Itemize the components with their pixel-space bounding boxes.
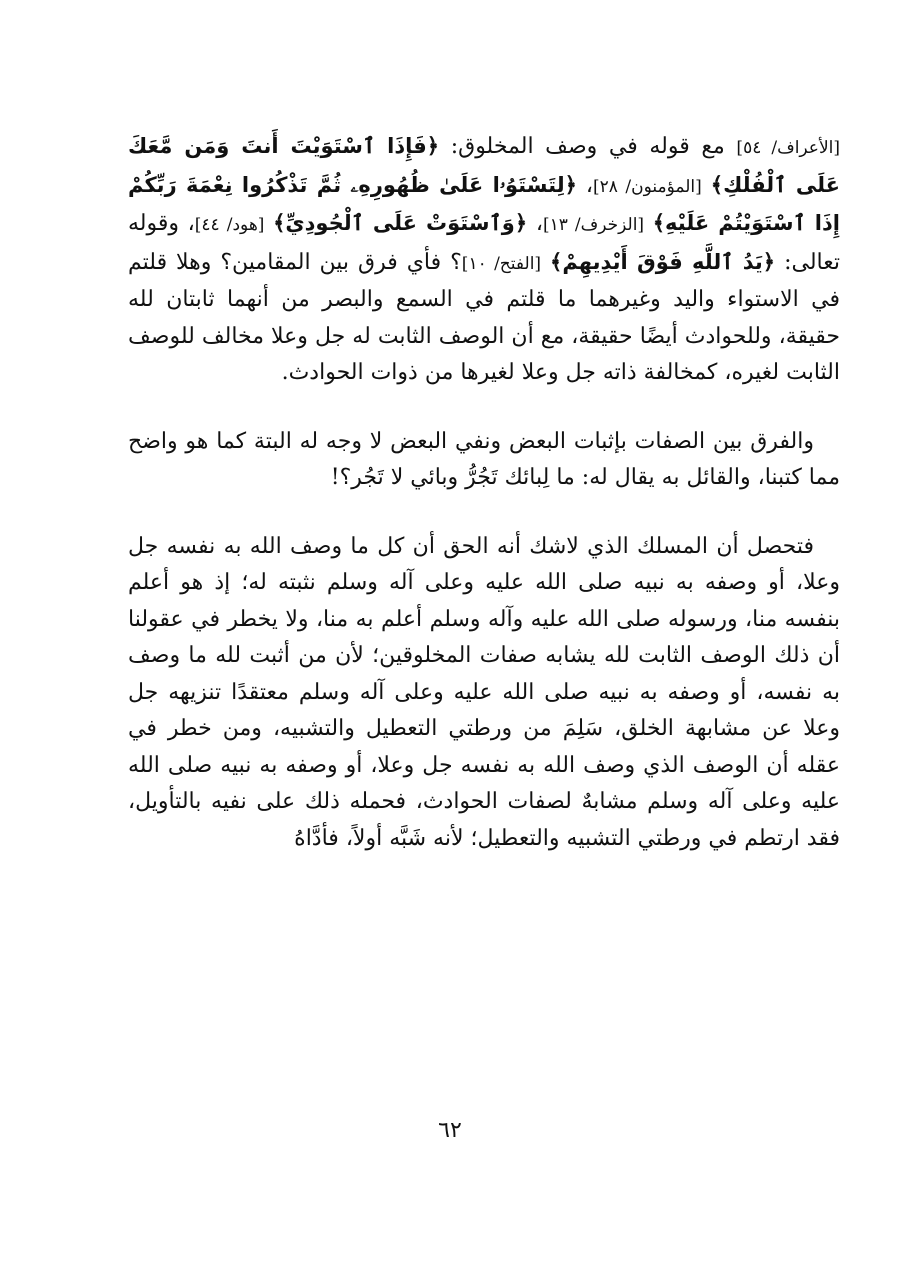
citation: [الزخرف/ ١٣]	[542, 215, 645, 235]
text-run: ،	[576, 172, 594, 198]
text-run: ، وقوله تعالى:	[128, 211, 840, 275]
text-run	[644, 211, 653, 236]
text-run: مع قوله في وصف المخلوق:	[439, 134, 737, 159]
quran-verse: ﴿وَٱسْتَوَتْ عَلَى ٱلْجُودِيِّ﴾	[273, 211, 528, 235]
paragraph-1	[128, 128, 840, 392]
text-run: والفرق بين الصفات بإثبات البعض ونفي البعض لا وجه له البتة كما هو واضح مما كتبنا، والقائل به يقال له: ما لِبائك تَجُرُّ وبائي لا تَجُر؟!	[128, 428, 840, 490]
citation: [الفتح/ ١٠]	[461, 253, 542, 274]
paragraph-3	[128, 529, 840, 858]
page-number: ٦٢	[438, 1118, 462, 1143]
quran-verse: ﴿يَدُ ٱللَّهِ فَوْقَ أَيْدِيهِمْ﴾	[550, 249, 776, 274]
citation: [المؤمنون/ ٢٨]	[593, 176, 702, 197]
text-run: ؟ فأي فرق بين المقامين؟ وهلا قلتم في الاستواء واليد وغيرهما ما قلتم في السمع والبصر من أنهما ثابتان لله حقيقة، وللحوادث أيضًا حقيقة، مع أن الوصف الثابت له جل وعلا مخالف للوصف الثابت لغيره، كمخالفة ذاته جل وعلا لغيرها من ذوات الحوادث.	[128, 249, 840, 385]
text-run: فتحصل أن المسلك الذي لاشك أنه الحق أن كل ما وصف الله به نفسه جل وعلا، أو وصفه به نبيه صلى الله عليه وعلى آله وسلم نثبته له؛ إذ هو أعلم بنفسه منا، ورسوله صلى الله عليه وآله وسلم أعلم به منا، ولا يخطر في عقولنا أن ذلك الوصف الثابت لله يشابه صفات المخلوقين؛ لأن من أثبت لله ما وصف به نفسه، أو وصفه به نبيه صلى الله عليه وعلى آله وسلم معتقدًا تنزيهه جل وعلا عن مشابهة الخلق، سَلِمَ من ورطتي التعطيل والتشبيه، ومن خطر في عقله أن الوصف الذي وصف الله به نفسه جل وعلا، أو وصفه به نبيه صلى الله عليه وعلى آله وسلم مشابهٌ لصفات الحوادث، فحمله ذلك على نفيه بالتأويل، فقد ارتطم في ورطتي التشبيه والتعطيل؛ لأنه شَبَّه أولاً، فأدَّاهُ	[128, 533, 840, 851]
text-run	[702, 173, 711, 198]
page-body	[128, 128, 840, 857]
citation: [هود/ ٤٤]	[194, 215, 265, 235]
paragraph-2	[128, 424, 840, 497]
text-run	[264, 211, 273, 236]
citation: [الأعراف/ ٥٤]	[736, 138, 840, 158]
text-run: ،	[527, 211, 543, 236]
quran-verse: ﴿فَإِذَا ٱسْتَوَيْتَ أَنتَ وَمَن مَّعَكَ عَلَى ٱلْفُلْكِ﴾	[128, 134, 841, 197]
quran-verse: ﴿لِتَسْتَوُۥا عَلَىٰ ظُهُورِهِۦ ثُمَّ تَذْكُرُوا نِعْمَةَ رَبِّكُمْ إِذَا ٱسْتَوَيْتُمْ عَلَيْهِ﴾	[128, 172, 840, 235]
text-run	[541, 250, 550, 275]
